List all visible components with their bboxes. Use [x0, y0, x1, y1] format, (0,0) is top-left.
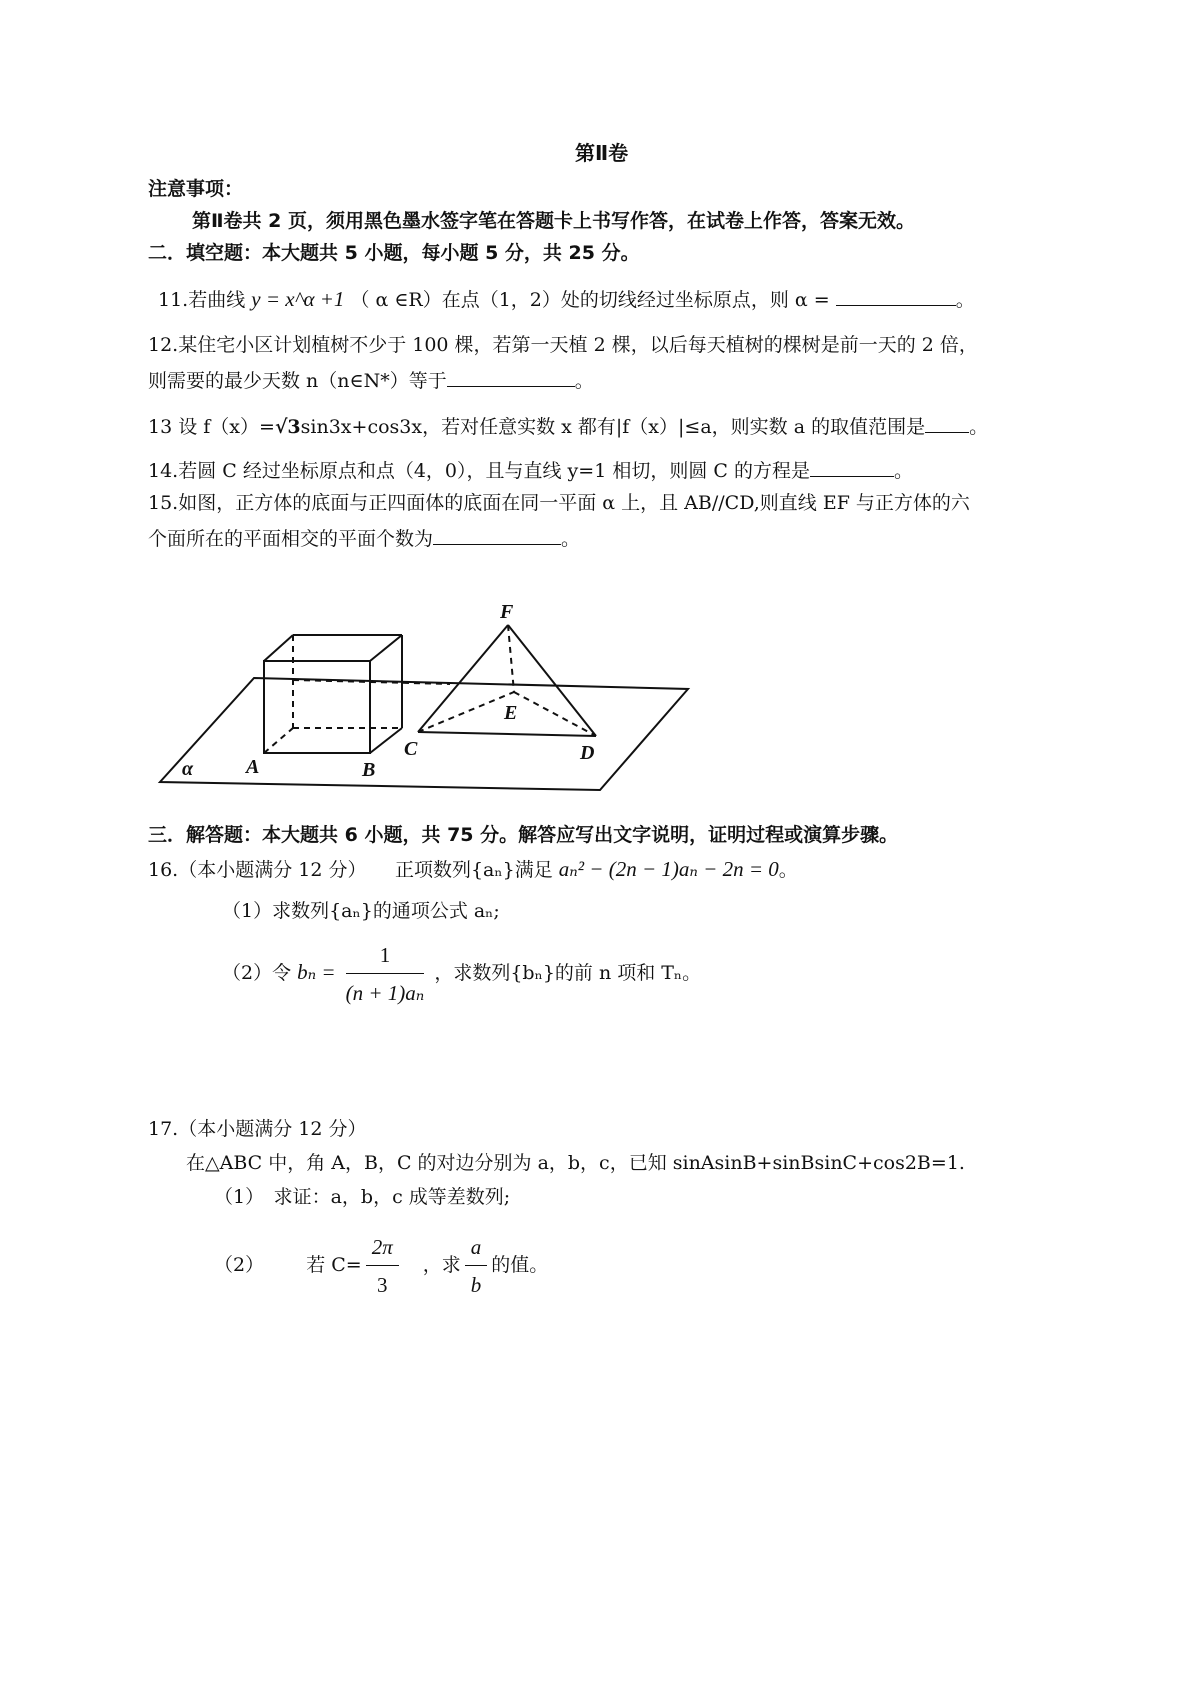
q16-frac-den: (n + 1)aₙ: [345, 981, 425, 1005]
label-E: E: [504, 702, 518, 724]
q11-middle: （ α ∈R）在点（1，2）处的切线经过坐标原点，则 α =: [350, 289, 830, 311]
notice-label: 注意事项：: [148, 178, 244, 200]
q13-prefix: 13 设 f（x）=: [148, 416, 275, 438]
q16-frac-num: 1: [346, 940, 425, 974]
q11-formula: y = x^α +1: [251, 287, 345, 311]
notice-text: 第Ⅱ卷共 2 页，须用黑色墨水签字笔在答题卡上书写作答，在试卷上作答，答案无效。: [192, 210, 915, 232]
q11-prefix: 11.若曲线: [158, 289, 246, 311]
question-11: [158, 285, 975, 313]
question-16-intro: [148, 856, 798, 883]
section2-heading: 二．填空题：本大题共 5 小题，每小题 5 分，共 25 分。: [148, 242, 640, 264]
q12-suffix: 。: [574, 370, 594, 392]
question-17-intro: 17.（本小题满分 12 分）: [148, 1118, 367, 1140]
q14-prefix: 14.若圆 C 经过坐标原点和点（4，0），且与直线 y=1 相切，则圆 C 的方程是: [148, 460, 810, 482]
question-12-line2: [148, 366, 594, 394]
question-13: [148, 412, 988, 440]
section-title: 第Ⅱ卷: [575, 141, 629, 165]
q12-answer-blank: [447, 366, 575, 387]
label-D: D: [580, 742, 595, 764]
q17-part2-prefix: 若 C=: [306, 1254, 362, 1276]
q17-frac1-num: 2π: [366, 1232, 399, 1266]
q17-part2-mid: ，求: [422, 1254, 461, 1276]
q15-line2-prefix: 个面所在的平面相交的平面个数为: [148, 528, 434, 550]
q17-fraction-c: [366, 1232, 399, 1300]
q13-sqrt: √3: [274, 416, 301, 438]
q17-part2-label: （2）: [214, 1254, 265, 1276]
q16-part2-suffix: ，求数列{bₙ}的前 n 项和 Tₙ。: [434, 962, 702, 984]
q17-line1: 在△ABC 中，角 A，B，C 的对边分别为 a，b，c，已知 sinAsinB+sinBsinC+cos2B=1.: [186, 1152, 965, 1174]
label-C: C: [404, 738, 418, 760]
q15-suffix: 。: [561, 528, 581, 550]
q14-answer-blank: [810, 456, 894, 477]
q16-fraction: [346, 940, 425, 1008]
label-B: B: [362, 759, 376, 781]
q16-formula-end: 。: [778, 859, 798, 881]
label-alpha: α: [182, 758, 194, 780]
q17-frac2-den: b: [470, 1273, 482, 1297]
q13-suffix: 。: [969, 416, 989, 438]
q16-formula: aₙ² − (2n − 1)aₙ − 2n = 0: [558, 857, 779, 881]
q12-line2-prefix: 则需要的最少天数 n（n∈N*）等于: [148, 370, 447, 392]
q15-answer-blank: [433, 524, 561, 545]
q17-frac2-num: a: [465, 1232, 488, 1266]
q17-part2-suffix: 的值。: [491, 1254, 549, 1276]
q14-suffix: 。: [893, 460, 913, 482]
label-A: A: [246, 756, 260, 778]
question-15-line2: [148, 524, 580, 552]
q16-intro: 16.（本小题满分 12 分） 正项数列{aₙ}满足: [148, 859, 553, 881]
section3-heading: 三．解答题：本大题共 6 小题，共 75 分。解答应写出文字说明，证明过程或演算步骤。: [148, 824, 899, 846]
cube: [264, 635, 402, 753]
q17-part1: （1） 求证：a，b，c 成等差数列;: [214, 1186, 511, 1208]
q13-answer-blank: [925, 412, 969, 433]
q17-frac1-den: 3: [376, 1273, 388, 1297]
q16-part1: （1）求数列{aₙ}的通项公式 aₙ;: [222, 900, 500, 922]
question-15-line1: 15.如图，正方体的底面与正四面体的底面在同一平面 α 上，且 AB//CD,则直线 EF 与正方体的六: [148, 492, 970, 514]
cube-tetrahedron-figure: [160, 601, 700, 810]
q17-part2: [214, 1232, 548, 1300]
q17-fraction-ab: [465, 1232, 488, 1300]
question-12-line1: 12.某住宅小区计划植树不少于 100 棵，若第一天植 2 棵，以后每天植树的棵树是前一天的 2 倍，: [148, 334, 978, 356]
q11-suffix: 。: [955, 289, 975, 311]
q16-part2-lhs: bₙ =: [297, 960, 336, 984]
q16-part2-prefix: （2）令: [222, 962, 292, 984]
q11-answer-blank: [836, 285, 956, 306]
plane-alpha: [160, 678, 688, 790]
q16-part2: [222, 940, 701, 1008]
q13-middle: sin3x+cos3x，若对任意实数 x 都有|f（x）|≤a，则实数 a 的取值范围是: [300, 416, 926, 438]
label-F: F: [500, 601, 514, 623]
question-14: [148, 456, 913, 484]
